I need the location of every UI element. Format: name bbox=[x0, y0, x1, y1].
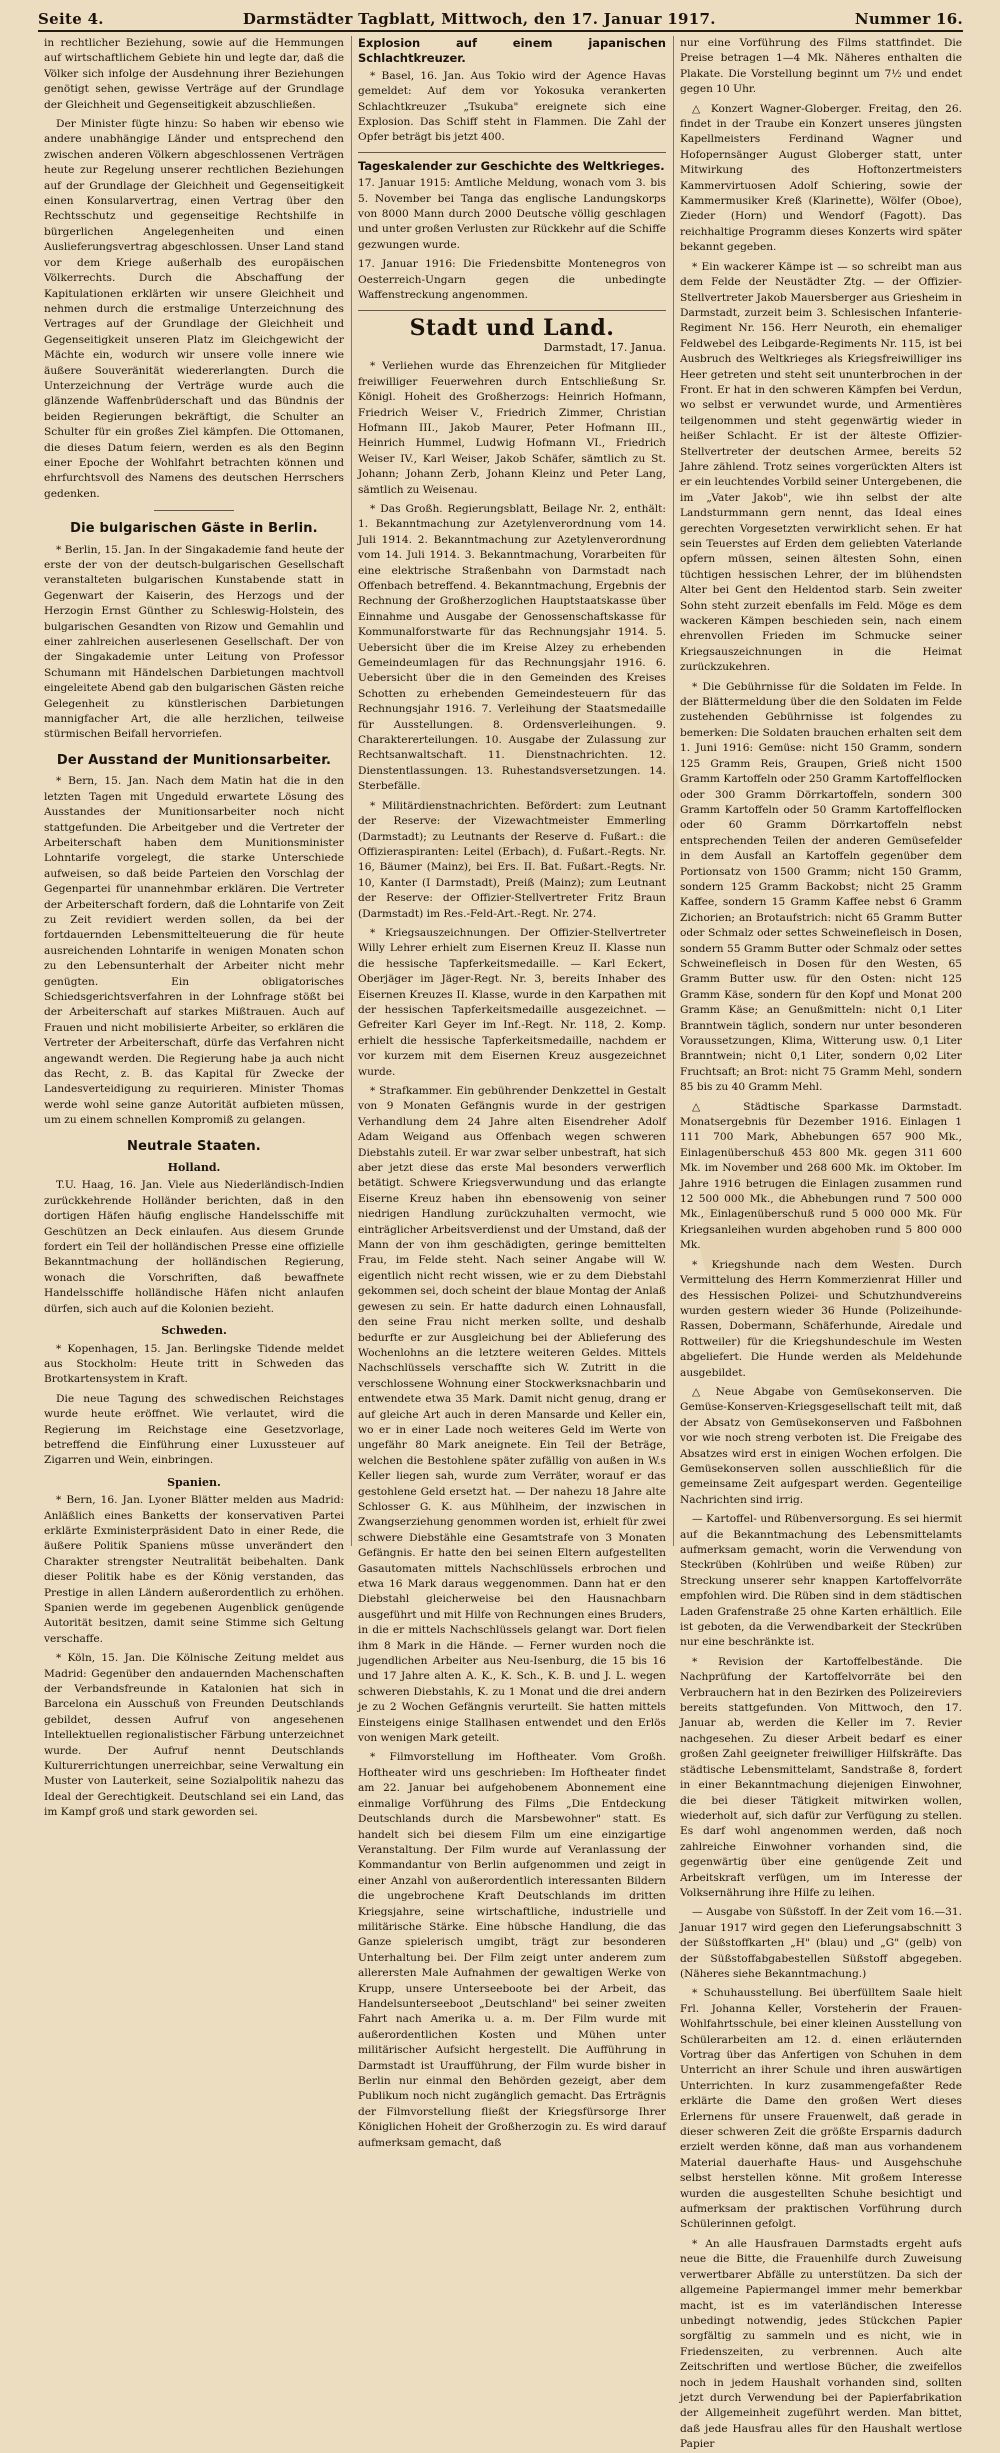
headline-tageskalender: Tageskalender zur Geschichte des Weltkrieges. bbox=[358, 158, 665, 173]
headline-ausstand: Der Ausstand der Munitionsarbeiter. bbox=[56, 752, 332, 768]
article-paragraph: — Kartoffel- und Rübenversorgung. Es sei hiermit auf die Bekanntmachung des Lebensmittelamts aufmerksam gemacht, worin die Verwendung von Steckrüben (Kohlrüben und weiße Rüben) zur Streckung unserer sehr knappen Kartoffelvorräte empfohlen wird. Die Rüben sind in dem städtischen Laden Grafenstraße 25 ohne Karten erhältlich. Eile ist geboten, da die Verwendbarkeit der Steckrüben nur eine beschränkte ist. bbox=[680, 1513, 962, 1649]
column-rule bbox=[351, 36, 352, 1546]
article-paragraph: * Revision der Kartoffelbestände. Die Nachprüfung der Kartoffelvorräte bei den Verbrauchern hat in den Bezirken des Polizeireviers bereits stattgefunden. Von Mittwoch, den 17. Januar ab, werden die Keller im 7. Revier nachgesehen. Zu dieser Arbeit bedarf es einer großen Zahl geeigneter freiwilliger Hilfskräfte. Das städtische Lebensmittelamt, Sandstraße 8, fordert in einer Bekanntmachung diejenigen Einwohner, die bei dieser Tätigkeit mitwirken wollen, wiederholt auf, sich dafür zur Verfügung zu stellen. Es darf wohl angenommen werden, daß noch zahlreiche Einwohner vorhanden sind, die gegenwärtig über eine genügende Zeit und Arbeitskraft verfügen, um im Interesse der Volksernährung ihre Hilfe zu leihen. bbox=[680, 1655, 962, 1899]
divider bbox=[358, 152, 666, 153]
article-paragraph: Die neue Tagung des schwedischen Reichstages wurde heute eröffnet. Wie verlautet, wird die Regierung im Reichstage eine Gesetzvorlage, betreffend die Einführung einer Luxussteuer auf Zigarren und Wein, einbringen. bbox=[44, 1392, 344, 1467]
article-paragraph: — Ausgabe von Süßstoff. In der Zeit vom 16.—31. Januar 1917 wird gegen den Lieferungsabschnitt 3 der Süßstoffkarten „H" (blau) und „G" (gelb) von der Süßstoffabgabestellen Süßstoff abgegeben. (Näheres siehe Bekanntmachung.) bbox=[680, 1906, 962, 1980]
headline-neutral: Neutrale Staaten. bbox=[127, 1138, 261, 1154]
article-paragraph: * Militärdienstnachrichten. Befördert: zum Leutnant der Reserve: der Vizewachtmeister Emmerling (Darmstadt); zu Leutnants der Reserve d. Fußart.: die Offizieraspiranten: Leitel (Erbach), d. Fußart.-Regts. Nr. 16, Bäumer (Mainz), bei Ers. II. Bat. Fußart.-Regts. Nr. 10, Kanter (I Darmstadt), Preiß (Mainz); zum Leutnant der Reserve: der Offizier-Stellvertreter Fritz Braun (Darmstadt) im Res.-Feld-Art.-Regt. Nr. 274. bbox=[358, 799, 666, 920]
article-paragraph: * Das Großh. Regierungsblatt, Beilage Nr. 2, enthält: 1. Bekanntmachung zur Azetylenverordnung vom 14. Juli 1914. 2. Bekanntmachung zur Azetylenverordnung vom 14. Juli 1914. 3. Bekanntmachung, Vorarbeiten für eine elektrische Straßenbahn von Darmstadt nach Offenbach betreffend. 4. Bekanntmachung, Ergebnis der Rechnung der Großherzoglichen Hauptstaatskasse über Einnahme und Ausgabe der Genossenschaftskasse für Kommunalforstwarte für das Rechnungsjahr 1914. 5. Uebersicht über die im Kreise Alzey zu erhebenden Gemeindeumlagen für das Rechnungsjahr 1916. 6. Uebersicht über die in den Gemeinden des Kreises Schotten zu erhebenden Gemeindesteuern für das Rechnungsjahr 1916. 7. Verleihung der Staatsmedaille für Ausstellungen. 8. Ordensverleihungen. 9. Charaktererteilungen. 10. Ausgabe der Zulassung zur Rechtsanwaltschaft. 11. Dienstnachrichten. 12. Dienstentlassungen. 13. Ruhestandsversetzungen. 14. Sterbefälle. bbox=[358, 502, 666, 793]
article-paragraph: * Bern, 16. Jan. Lyoner Blätter melden aus Madrid: Anläßlich eines Banketts der konservativen Partei erklärte Exministerpräsident Dato in einer Rede, die äußere Politik Spaniens müsse unverändert den Charakter strengster Neutralität beibehalten. Dank dieser Politik habe es der König verstanden, das Prestige in allen Ländern außerordentlich zu erhöhen. Spanien werde im gegebenen Augenblick genügende Autorität besitzen, damit seine Stimme sich Geltung verschaffe. bbox=[44, 1494, 344, 1645]
article-paragraph: * Schuhausstellung. Bei überfülltem Saale hielt Frl. Johanna Keller, Vorsteherin der Frauen-Wohlfahrtsschule, bei einer kleinen Ausstellung von Schülerarbeiten am 12. d. einen erläuternden Vortrag über das Anfertigen von Schuhen in dem Unterricht an ihrer Schule und ihren auswärtigen Unterrichten. In kurz zusammengefaßter Rede erklärte die Dame den großen Wert dieses Erlernens für unsere Frauenwelt, daß gerade in dieser schweren Zeit die größte Ersparnis dadurch erzielt werden könne, daß man aus vorhandenem Material dauerhafte Haus- und Ausgehschuhe selbst herstellen könne. Mit großem Interesse wurden die ausgestellten Schuhe besichtigt und aufmerksam der praktischen Vorführung durch Schülerinnen gefolgt. bbox=[680, 1987, 962, 2231]
page-number: Seite 4. bbox=[38, 10, 104, 28]
calendar-entry: 17. Januar 1915: Amtliche Meldung, wonach vom 3. bis 5. November bei Tanga das englische Landungskorps von 8000 Mann durch 2000 Deutsche völlig geschlagen und unter großen Verlusten zur Rückkehr auf die Schiffe gezwungen wurde. bbox=[358, 177, 666, 251]
article-paragraph: * Köln, 15. Jan. Die Kölnische Zeitung meldet aus Madrid: Gegenüber den andauernden Machenschaften der Verbandsfreunde in Katalonien hat sich in Barcelona ein Ausschuß von Freunden Deutschlands gebildet, dessen Aufruf von angesehenen Intellektuellen regionalistischer Färbung unterzeichnet wurde. Der Aufruf nennt Deutschlands Kulturerrichtungen unerreichbar, seine Verwaltung ein Muster von Lauterkeit, seine Sozialpolitik nahezu das Ideal der Gerechtigkeit. Deutschland sei ein Land, das im Kampf groß und stark geworden sei. bbox=[44, 1652, 344, 1819]
column-1 bbox=[44, 36, 344, 1819]
article-paragraph: △ Städtische Sparkasse Darmstadt. Monatsergebnis für Dezember 1916. Einlagen 1 111 700 Mark, Abhebungen 657 900 Mk., Einlagenüberschuß 453 800 Mk. gegen 311 600 Mk. im November und 268 600 Mk. im Oktober. Im Jahre 1916 betrugen die Einlagen zusammen rund 12 500 000 Mk., die Abhebungen rund 7 500 000 Mk., Einlagenüberschuß rund 5 000 000 Mk. Für Kriegsanleihen wurden abgehoben rund 5 800 000 Mk. bbox=[680, 1100, 962, 1252]
article-paragraph: Der Minister fügte hinzu: So haben wir ebenso wie andere unabhängige Länder und entsprechend den zwischen anderen Völkern abgeschlossenen Verträgen heute zur Regelung unserer rechtlichen Beziehungen auf der Grundlage der Gleichheit und Gegenseitigkeit einen Konsularvertrag, einen Vertrag über den Rechtsschutz und gegenseitige Rechtshilfe in bürgerlichen Angelegenheiten und einen Auslieferungsvertrag abgeschlossen. Unser Land stand vor dem Kriege außerhalb des europäischen Völkerrechts. Durch die Abschaffung der Kapitulationen erklärten wir unsere Gleichheit und nehmen durch die erstmalige Unterzeichnung des Vertrages auf der Grundlage der Gleichheit und Gegenseitigkeit unseren Platz im Gleichgewicht der Mächte ein, wodurch wir unsere volle innere wie äußere Souveränität wiedererlangten. Durch die Unterzeichnung der Verträge wurde auch die glänzende Waffenbrüderschaft und das Bündnis der beiden Regierungen bekräftigt, die Schulter an Schulter für ein großes Ziel kämpfen. Die Ottomanen, die dieses Datum feiern, werden es als den Beginn einer Epoche der Wohlfahrt betrachten können und ehrfurchtsvoll des Namens des deutschen Herrschers gedenken. bbox=[44, 118, 344, 500]
article-paragraph: * Kriegshunde nach dem Westen. Durch Vermittelung des Herrn Kommerzienrat Hiller und des Hessischen Polizei- und Schutzhundvereins wurden gestern wieder 36 Hunde (Polizeihunde-Rassen, Dobermann, Schäferhunde, Airedale und Rottweiler) für die Kriegshundeschule im Westen abgeliefert. Die Hunde werden als Meldehunde ausgebildet. bbox=[680, 1258, 962, 1379]
divider bbox=[358, 310, 666, 311]
subhead-holland: Holland. bbox=[167, 1161, 221, 1175]
article-paragraph: in rechtlicher Beziehung, sowie auf die Hemmungen auf wirtschaftlichem Gebiete hin und legte dar, daß die Völker sich infolge der Ausdehnung ihrer Beziehungen genötigt sehen, gewisse Verträge auf der Grundlage der Gleichheit und Gegenseitigkeit abzuschließen. bbox=[44, 37, 344, 111]
article-paragraph: nur eine Vorführung des Films stattfindet. Die Preise betragen 1—4 Mk. Näheres enthalten die Plakate. Die Vorstellung beginnt um 7½ und endet gegen 10 Uhr. bbox=[680, 37, 962, 96]
article-paragraph: * Berlin, 15. Jan. In der Singakademie fand heute der erste der von der deutsch-bulgarischen Gesellschaft veranstalteten bulgarischen Kunstabende statt in Gegenwart der Kaiserin, des Herzogs und der Herzogin Ernst Günther zu Schleswig-Holstein, des bulgarischen Gesandten von Rizow und Gemahlin und einer zahlreichen auserlesenen Gesellschaft. Der von der Singakademie unter Leitung von Professor Schumann mit Händelschen Darbietungen machtvoll eingeleitete Abend gab den bulgarischen Gästen reiche Gelegenheit zu künstlerischen Darbietungen mannigfacher Art, die alle herzlichen, teilweise stürmischen Beifall hervorriefen. bbox=[44, 543, 344, 741]
issue-number: Nummer 16. bbox=[854, 10, 963, 28]
article-paragraph: T.U. Haag, 16. Jan. Viele aus Niederländisch-Indien zurückkehrende Holländer berichten, daß in den dortigen Häfen häufig englische Handelsschiffe mit Geschützen an Deck einlaufen. Aus diesem Grunde fordert ein Teil der holländischen Presse eine offizielle Bekanntmachung der holländischen Regierung, wonach die Vorschriften, daß bewaffnete Handelsschiffe holländische Häfen nicht anlaufen dürfen, sich auch auf die Kolonien bezieht. bbox=[44, 1179, 344, 1315]
headline-explosion: Explosion auf einem japanischen Schlachtkreuzer. bbox=[358, 36, 666, 66]
headline-bulgar: Die bulgarischen Gäste in Berlin. bbox=[70, 521, 318, 537]
section-title-stadt-und-land: Stadt und Land. bbox=[409, 314, 615, 341]
paper-title: Darmstädter Tagblatt, Mittwoch, den 17. Januar 1917. bbox=[242, 10, 716, 28]
article-paragraph: * Filmvorstellung im Hoftheater. Vom Großh. Hoftheater wird uns geschrieben: Im Hoftheater findet am 22. Januar bei aufgehobenem Abonnement eine einmalige Vorführung des Films „Die Entdeckung Deutschlands durch die Marsbewohner" statt. Es handelt sich bei diesem Film um eine einzigartige Veranstaltung. Der Film wurde auf Veranlassung der Kommandantur von Berlin aufgenommen und zeigt in einer Anzahl von außerordentlich interessanten Bildern die ungebrochene Kraft Deutschlands im dritten Kriegsjahre, seine wirtschaftliche, industrielle und militärische Stärke. Eine hübsche Handlung, die das Ganze spielerisch umgibt, trägt zur besonderen Unterhaltung bei. Der Film zeigt unter anderem zum allerersten Male Aufnahmen der gewaltigen Werke von Krupp, unsere Unterseeboote bei der Arbeit, das Handelsunterseeboot „Deutschland" bei seiner zweiten Fahrt nach Amerika u. a. m. Der Film wurde mit außerordentlichen Kosten und Mühen unter militärischer Aufsicht hergestellt. Die Aufführung in Darmstadt ist Uraufführung, der Film wurde bisher in Berlin nur einmal den Behörden gezeigt, aber dem Publikum noch nicht zugänglich gemacht. Das Erträgnis der Filmvorstellung fließt der Kriegsfürsorge Ihrer Königlichen Hoheit der Großherzogin zu. Es wird darauf aufmerksam gemacht, daß bbox=[358, 1751, 666, 2149]
dateline: Darmstadt, 17. Janua. bbox=[543, 340, 666, 354]
divider bbox=[154, 510, 234, 511]
article-paragraph: * An alle Hausfrauen Darmstadts ergeht aufs neue die Bitte, die Frauenhilfe durch Zuweisung verwertbarer Abfälle zu unterstützen. Da sich der allgemeine Papiermangel immer mehr bemerkbar macht, ist es im vaterländischen Interesse unbedingt notwendig, jedes Stückchen Papier sorgfältig zu sammeln und es nicht, wie in Friedenszeiten, zu verbrennen. Auch alte Zeitschriften und wertlose Bücher, die zweifellos noch in jedem Haushalt vorhanden sind, sollten jetzt durch Verwendung bei der Papierfabrikation der Allgemeinheit zugeführt werden. Man bittet, daß jede Hausfrau alles für den Haushalt wertlose Papier bbox=[680, 2237, 962, 2451]
subhead-spanien: Spanien. bbox=[167, 1475, 221, 1489]
column-2 bbox=[358, 36, 666, 2149]
article-paragraph: △ Konzert Wagner-Globerger. Freitag, den 26. findet in der Traube ein Konzert unseres jüngsten Kapellmeisters Ferdinand Wagner und Hofopernsänger August Globerger statt, unter Mitwirkung des Hoftonzertmeisters Kammervirtuosen Adolf Schiering, sowie der Kammermusiker Kreß (Klarinette), Wölfer (Oboe), Zieder (Horn) und Wendorf (Fagott). Das reichhaltige Programm dieses Konzerts wird später bekannt gegeben. bbox=[680, 102, 962, 254]
column-rule bbox=[673, 36, 674, 1546]
article-paragraph: △ Neue Abgabe von Gemüsekonserven. Die Gemüse-Konserven-Kriegsgesellschaft teilt mit, daß der Absatz von Gemüsekonserven und Faßbohnen vor wie noch streng verboten ist. Die Freigabe des Absatzes wird erst in einigen Wochen erfolgen. Die Gemüsekonserven sollen ausschließlich für die gemeinsame Zeit aufgespart werden. Gegenteilige Nachrichten sind irrig. bbox=[680, 1385, 962, 1506]
calendar-entry: 17. Januar 1916: Die Friedensbitte Montenegros von Oesterreich-Ungarn gegen die unbedingte Waffenstreckung angenommen. bbox=[358, 258, 666, 302]
article-paragraph: * Bern, 15. Jan. Nach dem Matin hat die in den letzten Tagen mit Ungeduld erwartete Lösung des Ausstandes der Munitionsarbeiter noch nicht stattgefunden. Die Arbeitgeber und die Vertreter der Arbeiterschaft haben dem Munitionsminister Lohntarife vorgelegt, die starke Unterschiede aufweisen, so daß beide Parteien den Vorschlag der Gegenpartei für unannehmbar erklären. Die Vertreter der Arbeiterschaft fordern, daß die Lohntarife von Zeit zu Zeit revidiert werden sollen, da bei der fortdauernden Lebensmittelteuerung die für heute ausreichenden Lohntarife in wenigen Monaten schon zu den Lebensunterhalt der Arbeiter nicht mehr genügten. Ein obligatorisches Schiedsgerichtsverfahren in der Lohnfrage stößt bei der Arbeiterschaft auf starkes Mißtrauen. Auch auf Frauen und nicht mobilisierte Arbeiter, so erklären die Vertreter der Arbeiterschaft, dürfe das Verfahren nicht angewandt werden. Die Regierung habe ja auch nicht das Recht, z. B. das Kapital für Zwecke der Landesverteidigung zu requirieren. Minister Thomas werde wohl seine ganze Autorität aufbieten müssen, um zu einem schnellen Kompromiß zu gelangen. bbox=[44, 775, 344, 1127]
article-paragraph: * Ein wackerer Kämpe ist — so schreibt man aus dem Felde der Neustädter Ztg. — der Offizier-Stellvertreter Jakob Mauersberger aus Griesheim in Darmstadt, zurzeit beim 3. Schlesischen Infanterie-Regiment Nr. 156. Herr Neuroth, ein ehemaliger Feldwebel des Leibgarde-Regiments Nr. 115, ist bei Ausbruch des Weltkrieges als Kriegsfreiwilliger ins Heer getreten und steht seit ununterbrochen in der Front. Er hat in den schweren Kämpfen bei Verdun, wo selbst er verwundet wurde, und Armentières teilgenommen und steht gegenwärtig wieder in heißer Schlacht. Er ist der älteste Offizier-Stellvertreter der deutschen Armee, bereits 52 Jahre zählend. Trotz seines vorgerückten Alters ist er ein leuchtendes Vorbild seiner Untergebenen, die im „Vater Jakob", wie ihn selbst der alte Landsturmmann gern nennt, das Ideal eines gerechten Vorgesetzten verwirklicht sehen. Er hat sein Teuerstes auf Erden dem geliebten Vaterlande opfern müssen, seinen ältesten Sohn, einen tüchtigen hessischen Lehrer, der im blühendsten Alter bei Gent den Heldentod starb. Sein zweiter Sohn steht zurzeit ebenfalls im Feld. Möge es dem wackeren Kämpen beschieden sein, nach einem ehrenvollen Frieden im Schmucke seiner Kriegsauszeichnungen in die Heimat zurückzukehren. bbox=[680, 260, 962, 674]
article-paragraph: * Kriegsauszeichnungen. Der Offizier-Stellvertreter Willy Lehrer erhielt zum Eisernen Kreuz II. Klasse nun die hessische Tapferkeitsmedaille. — Karl Eckert, Oberjäger im Jäger-Regt. Nr. 3, bereits Inhaber des Eisernen Kreuzes II. Klasse, wurde in den Karpathen mit der hessischen Tapferkeitsmedaille ausgezeichnet. — Gefreiter Karl Geyer im Inf.-Regt. Nr. 118, 2. Komp. erhielt die hessische Tapferkeitsmedaille, nachdem er vor kurzem mit dem Eisernen Kreuz ausgezeichnet wurde. bbox=[358, 926, 666, 1078]
article-paragraph: * Die Gebührnisse für die Soldaten im Felde. In der Blättermeldung über die den Soldaten im Felde zustehenden Gebührnisse ist folgendes zu bemerken: Die Soldaten brauchen erhalten seit dem 1. Juni 1916: Gemüse: nicht 150 Gramm, sondern 125 Gramm Reis, Graupen, Grieß nicht 1500 Gramm Kartoffeln oder 250 Gramm Kartoffelflocken oder 300 Gramm Dörrkartoffeln, sondern 300 Gramm Kartoffeln oder 50 Gramm Kartoffelflocken oder 60 Gramm Dörrkartoffeln nebst entsprechenden Teilen der anderen Gemüsefelder in dem Ausfall an Kartoffeln gegenüber dem Portionsatz von 1500 Gramm; nicht 150 Gramm, sondern 125 Gramm Backobst; nicht 25 Gramm Kaffee, sondern 15 Gramm Kaffee nebst 6 Gramm Zichorien; an Brotaufstrich: nicht 65 Gramm Butter oder Schmalz oder settes Schweinefleisch in Dosen, sondern 55 Gramm Butter oder Schmalz oder settes Schweinefleisch in Dosen für den Westen, 65 Gramm Butter usw. für den Osten: nicht 125 Gramm Käse, sondern für den Kopf und Monat 200 Gramm Käse; an Genußmitteln: nicht 0,1 Liter Branntwein täglich, sondern nur unter besonderen Voraussetzungen, Klima, Witterung usw. 0,1 Liter Branntwein; nicht 0,1 Liter, sondern 0,02 Liter Fruchtsaft; an Brot: nicht 75 Gramm Mehl, sondern 85 bis zu 40 Gramm Mehl. bbox=[680, 680, 962, 1094]
article-paragraph: * Kopenhagen, 15. Jan. Berlingske Tidende meldet aus Stockholm: Heute tritt in Schweden das Brotkartensystem in Kraft. bbox=[44, 1342, 344, 1386]
column-3 bbox=[680, 36, 962, 2451]
subhead-schweden: Schweden. bbox=[161, 1324, 227, 1338]
masthead bbox=[38, 8, 963, 32]
article-paragraph: * Basel, 16. Jan. Aus Tokio wird der Agence Havas gemeldet: Auf dem vor Yokosuka verankerten Schlachtkreuzer „Tsukuba" ereignete sich eine Explosion. Das Schiff steht in Flammen. Die Zahl der Opfer beträgt bis jetzt 400. bbox=[358, 69, 666, 144]
article-paragraph: * Verliehen wurde das Ehrenzeichen für Mitglieder freiwilliger Feuerwehren durch Entschließung Sr. Königl. Hoheit des Großherzogs: Heinrich Hofmann, Friedrich Weiser V., Friedrich Zimmer, Christian Hofmann III., Jakob Maurer, Peter Hofmann III., Heinrich Hummel, Ludwig Hofmann VI., Friedrich Weiser IV., Karl Weiser, Jakob Schäfer, sämtlich zu St. Johann; Johann Zerb, Johann Kleinz und Peter Lang, sämtlich zu Weisenau. bbox=[358, 360, 666, 496]
article-paragraph: * Strafkammer. Ein gebührender Denkzettel in Gestalt von 9 Monaten Gefängnis wurde in der gestrigen Verhandlung dem 24 Jahre alten Eisendreher Adolf Adam Weigand aus Offenbach wegen schweren Diebstahls zuteil. Er war zwar selber unbestraft, hat sich aber jetzt diese das erste Mal besonders verwerflich betätigt. Schwere Kriegsverwundung und das erlangte Eiserne Kreuz haben ihn ebensowenig von seiner niedrigen Handlung zurückzuhalten vermocht, wie einträglicher Arbeitsverdienst und der Umstand, daß der Mann der von ihm geschädigten, geringe bemittelten Frau, im Felde steht. Nach seiner Angabe will W. eigentlich nicht recht wissen, wie er zu dem Diebstahl gekommen sei, doch scheint der blaue Montag der Anlaß gewesen zu sein. Er hatte dadurch einen Lohnausfall, den seine Frau nicht merken sollte, und deshalb bedurfte er zur Ausgleichung bei der Ablieferung des Wochenlohns an die letztere weiteren Geldes. Mittels Nachschlüssels verschaffte sich W. Zutritt in die verschlossene Wohnung einer Stockwerksnachbarin und entwendete etwa 35 Mark. Damit nicht genug, drang er auf gleiche Art auch in deren Mansarde und Keller ein, wo er in einer Lade noch weiteres Geld im Werte von ungefähr 80 Mark aneignete. Ein Teil der Beträge, welchen die Bestohlene später zufällig von außen in W.s Keller liegen sah, wurde zum Verräter, worauf er das gestohlene Geld ersetzt hat. — Der nahezu 18 Jahre alte Schlosser G. K. aus Mühlheim, der inzwischen in Zwangserziehung genommen worden ist, erhielt für zwei schwere Diebstähle eine Gesamtstrafe von 3 Monaten Gefängnis. Er hatte den bei seinen Eltern aufgestellten Gasautomaten mittels Nachschlüssels erbrochen und etwa 16 Mark daraus weggenommen. Dann hat er den Diebstahl gleicherweise bei den Hausnachbarn ausgeführt und mit Hilfe von Rechnungen eines Bruders, in die er mittels Nachschlüssels gelangt war. Dort fielen ihm 8 Mark in die Hände. — Ferner wurden noch die jugendlichen Arbeiter aus Neu-Isenburg, die 15 bis 16 und 17 Jahre alten A. K., K. Sch., K. B. und J. L. wegen schweren Diebstahls, K. zu 1 Monat und die drei andern je zu 2 Wochen Gefängnis verurteilt. Sie hatten mittels Einsteigens einige Stallhasen entwendet und den Erlös von wenigen Mark geteilt. bbox=[358, 1085, 666, 1745]
